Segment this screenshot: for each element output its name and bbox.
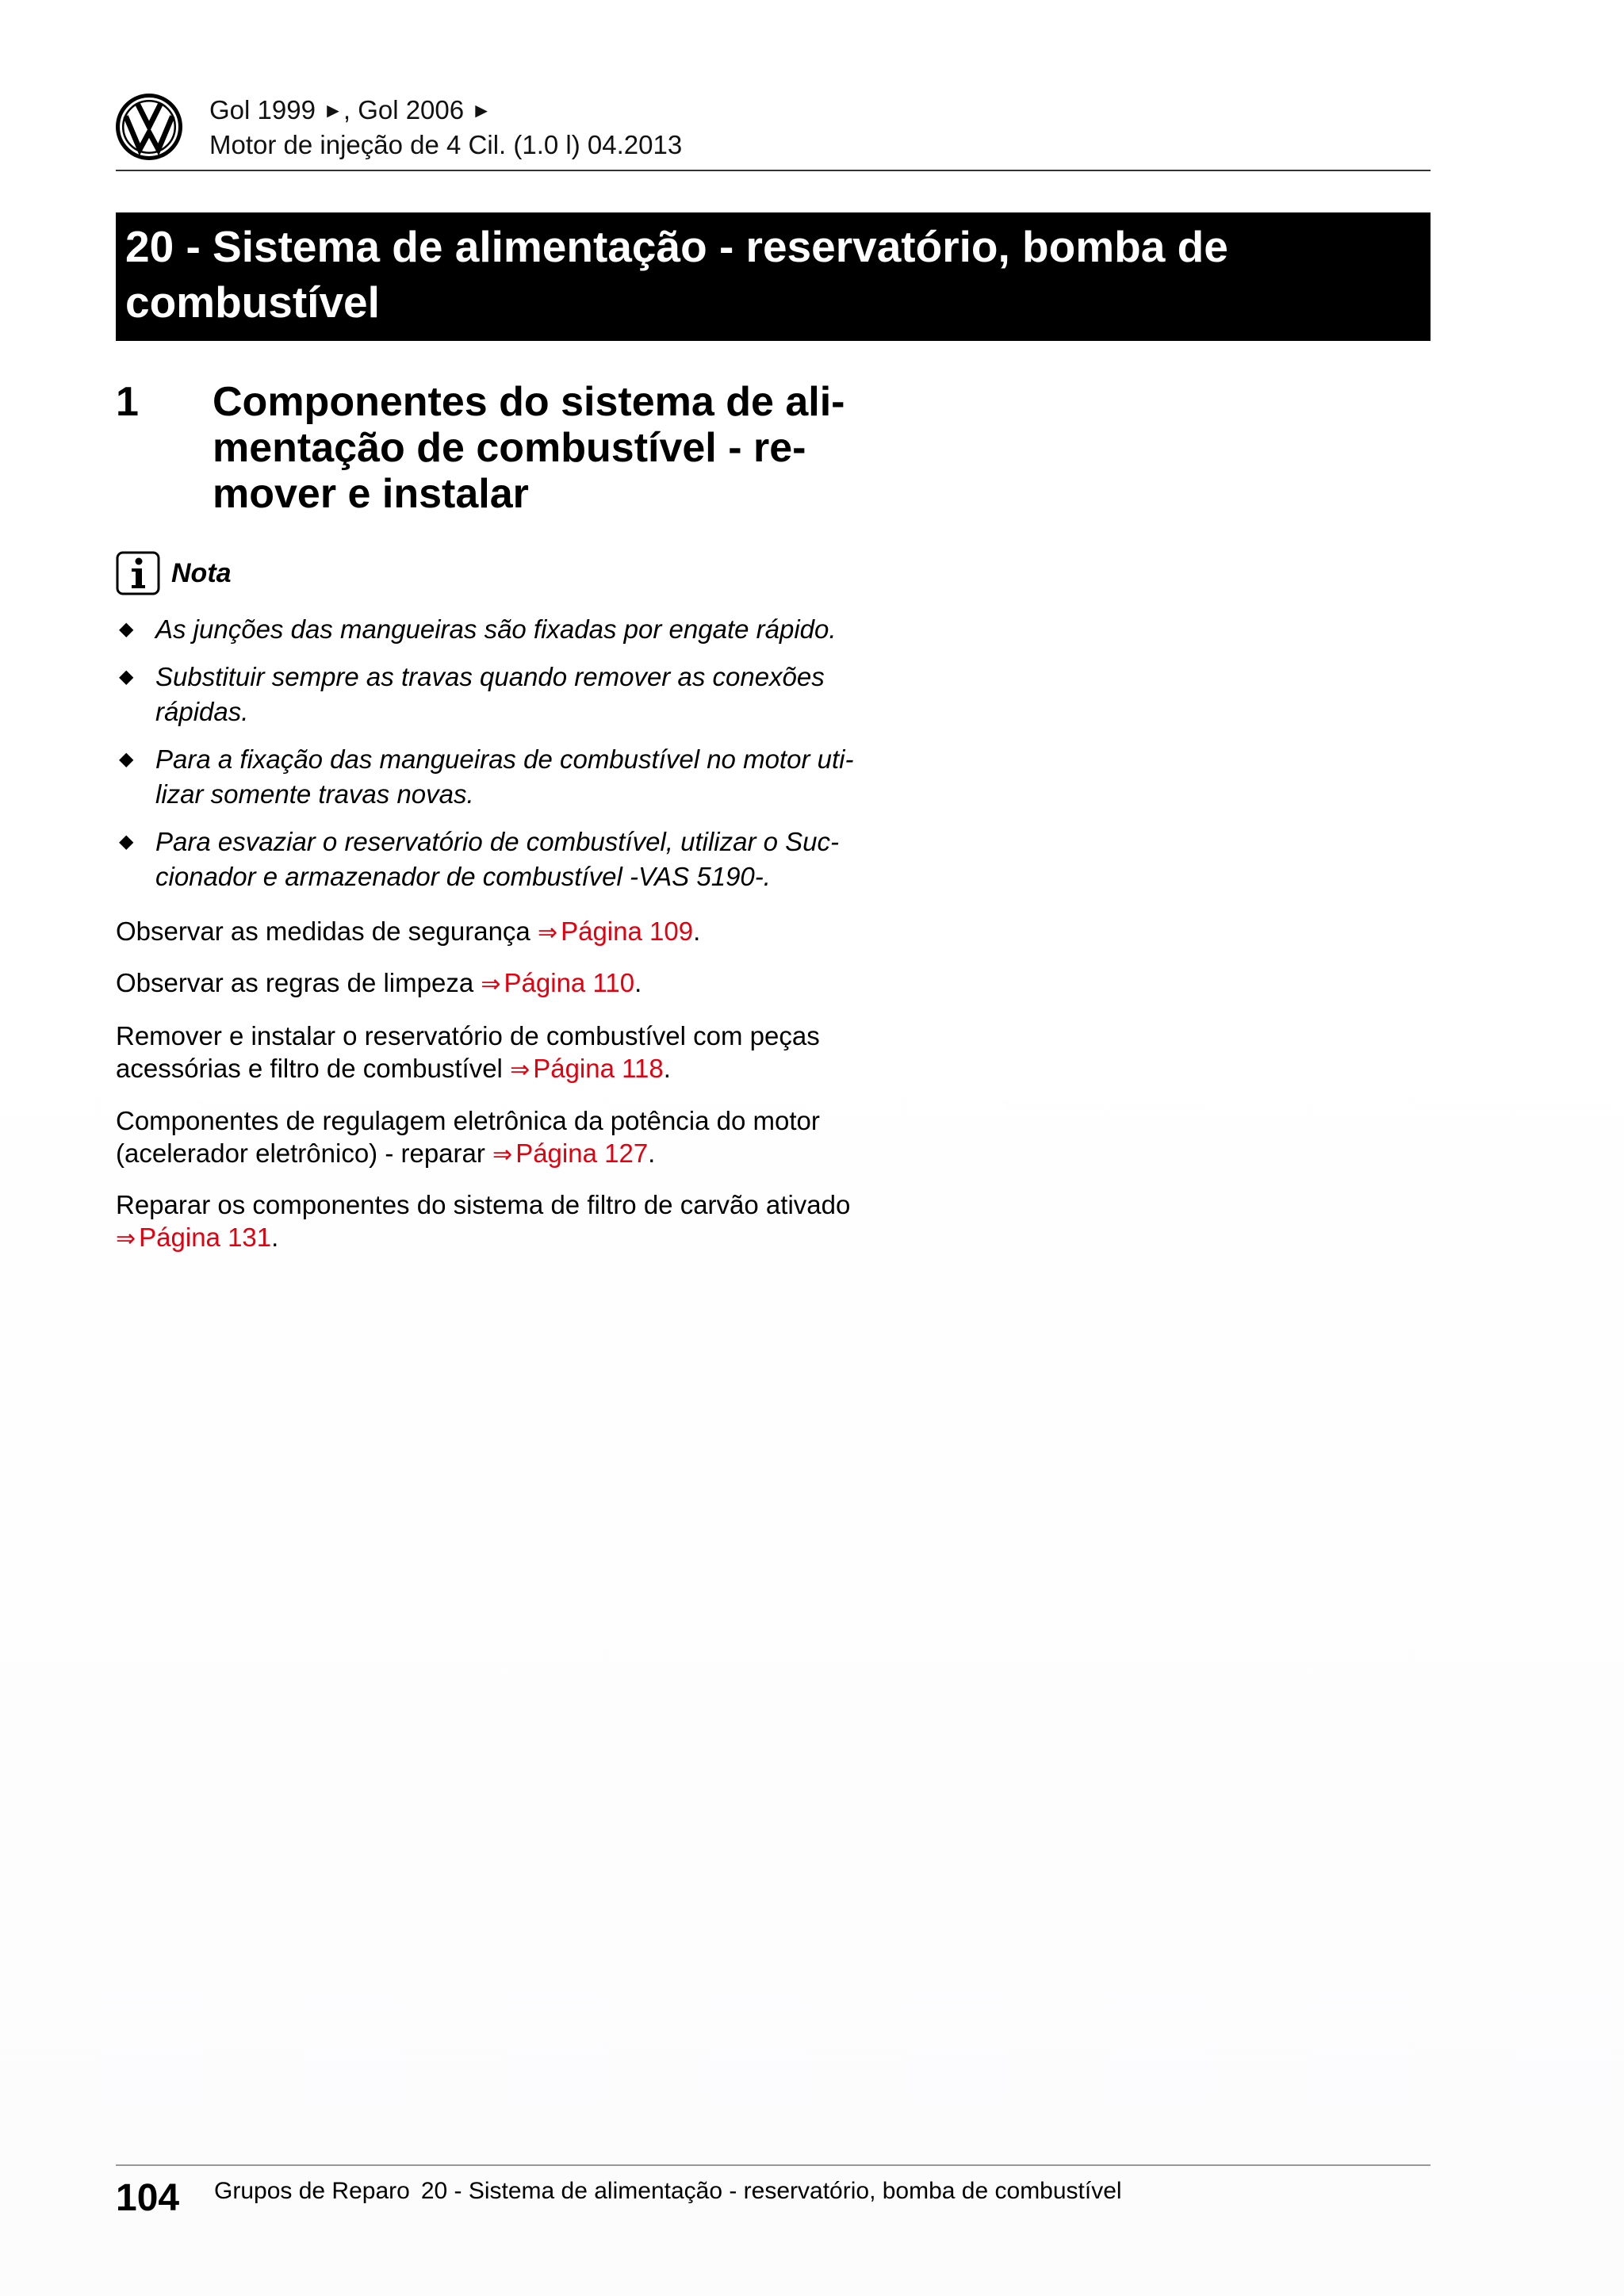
note-item-line: Para esvaziar o reservatório de combustível, utilizar o Suc- — [155, 827, 840, 856]
xref-arrow-icon: ⇒ — [481, 971, 501, 997]
note-item-line: rápidas. — [155, 697, 249, 726]
body-paragraph — [116, 1104, 893, 1171]
chapter-banner — [116, 212, 1431, 341]
sentence-end: . — [693, 916, 701, 946]
xref-label: Página 118 — [533, 1054, 664, 1083]
xref-label: Página 127 — [515, 1138, 649, 1168]
sentence-end: . — [663, 1054, 671, 1083]
footer-chapter: 20 - Sistema de alimentação - reservatório, bomba de combustível — [420, 2178, 1122, 2204]
note-item-line: Para a fixação das mangueiras de combustível no motor uti- — [155, 744, 854, 774]
body-paragraph — [116, 1188, 893, 1255]
arrow-marker-icon: ► — [323, 98, 343, 122]
body-paragraph — [116, 966, 893, 1001]
sentence-end: . — [648, 1138, 656, 1168]
body-text: Observar as medidas de segurança — [116, 916, 530, 946]
note-item-line: cionador e armazenador de combustível -VAS 5190-. — [155, 862, 771, 891]
engine-line: Motor de injeção de 4 Cil. (1.0 l) 04.2013 — [209, 130, 683, 159]
section-title-line: Componentes do sistema de ali- — [213, 379, 845, 425]
model-1: Gol 1999 — [209, 95, 316, 124]
sentence-end: . — [271, 1223, 279, 1252]
section-title-line: mentação de combustível - re- — [213, 425, 806, 471]
xref-label: Página 109 — [561, 916, 694, 946]
note-item — [116, 825, 893, 894]
arrow-marker-icon: ► — [471, 98, 492, 122]
note-item-line: Substituir sempre as travas quando remover as conexões — [155, 662, 825, 691]
chapter-title — [125, 219, 1419, 330]
header-text — [209, 94, 682, 162]
chapter-title-line: 20 - Sistema de alimentação - reservatório, bomba de — [125, 222, 1228, 271]
note-item — [116, 612, 893, 647]
note-item-line: As junções das mangueiras são fixadas por engate rápido. — [155, 614, 837, 644]
note-label: Nota — [171, 557, 232, 588]
note-item — [116, 742, 893, 812]
model-line — [209, 94, 682, 128]
diamond-bullet-icon: ◆ — [119, 831, 134, 852]
sentence-end: . — [634, 968, 642, 997]
note-list — [116, 612, 893, 907]
xref-label: Página 131 — [139, 1223, 272, 1252]
page-xref-link[interactable] — [116, 1223, 271, 1252]
footer-group: Grupos de Reparo — [214, 2178, 410, 2204]
note-item-line: lizar somente travas novas. — [155, 779, 474, 809]
footer-divider — [116, 2164, 1431, 2166]
note-header — [116, 550, 232, 596]
model-separator: , — [343, 95, 358, 124]
section-title-line: mover e instalar — [213, 471, 529, 517]
model-2: Gol 2006 — [358, 95, 465, 124]
vw-logo-icon — [116, 94, 182, 160]
xref-arrow-icon: ⇒ — [537, 920, 558, 946]
body-paragraph — [116, 1020, 893, 1086]
body-text: Observar as regras de limpeza — [116, 968, 474, 997]
page-xref-link[interactable] — [510, 1054, 664, 1083]
info-icon — [116, 551, 160, 595]
note-item — [116, 660, 893, 729]
section-title — [213, 379, 910, 517]
body-text: Reparar os componentes do sistema de filtro de carvão ativado — [116, 1190, 851, 1219]
page-xref-link[interactable] — [492, 1138, 648, 1168]
page-number: 104 — [116, 2177, 180, 2219]
section-number: 1 — [116, 379, 139, 425]
xref-arrow-icon: ⇒ — [510, 1057, 530, 1083]
xref-arrow-icon: ⇒ — [116, 1226, 136, 1252]
body-text: acessórias e filtro de combustível — [116, 1054, 503, 1083]
body-paragraph — [116, 915, 893, 949]
header-divider — [116, 170, 1431, 171]
footer-text — [214, 2175, 1122, 2207]
xref-label: Página 110 — [504, 968, 635, 997]
diamond-bullet-icon: ◆ — [119, 666, 134, 687]
page-xref-link[interactable] — [538, 916, 693, 946]
xref-arrow-icon: ⇒ — [492, 1142, 513, 1168]
diamond-bullet-icon: ◆ — [119, 748, 134, 770]
diamond-bullet-icon: ◆ — [119, 618, 134, 640]
body-text: (acelerador eletrônico) - reparar — [116, 1138, 485, 1168]
page-xref-link[interactable] — [481, 968, 634, 997]
body-text: Componentes de regulagem eletrônica da potência do motor — [116, 1106, 820, 1135]
body-text: Remover e instalar o reservatório de combustível com peças — [116, 1021, 820, 1050]
chapter-title-line: combustível — [125, 277, 380, 327]
